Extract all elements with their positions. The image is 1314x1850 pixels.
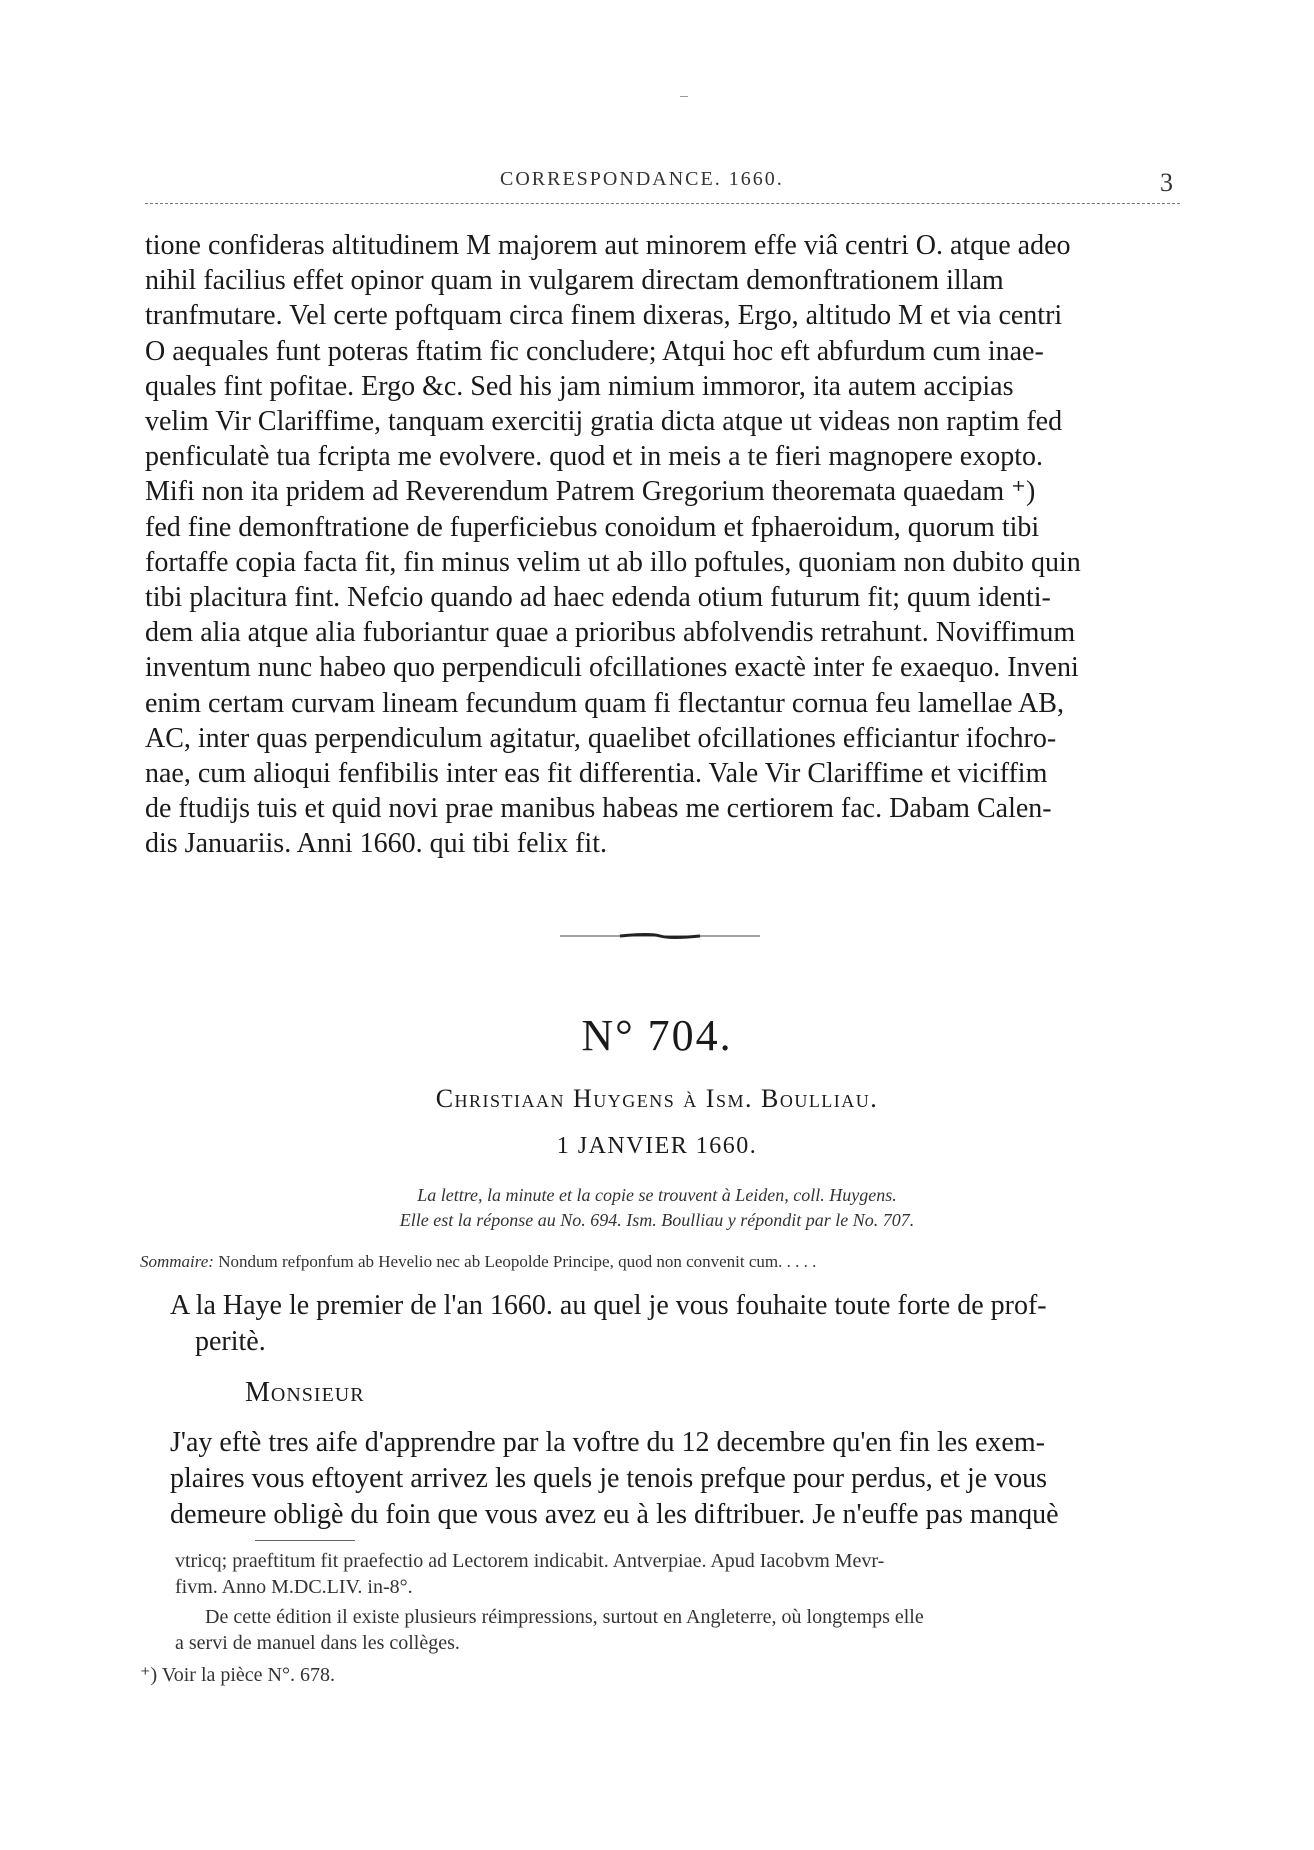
- body-line: velim Vir Clariffime, tanquam exercitij gratia dicta atque ut videas non raptim fed: [145, 406, 1063, 438]
- letter-line: demeure obligè du foin que vous avez eu à les diftribuer. Je n'euffe pas manquè: [170, 1499, 1059, 1530]
- footnote-line: De cette édition il existe plusieurs réimpressions, surtout en Angleterre, où longtemps elle: [205, 1606, 924, 1628]
- body-line: fed fine demonftratione de fuperficiebus conoidum et fphaeroidum, quorum tibi: [145, 511, 1040, 543]
- body-line: enim certam curvam lineam fecundum quam fi flectantur cornua feu lamellae AB,: [145, 687, 1064, 719]
- letter-line: plaires vous eftoyent arrivez les quels je tenois prefque pour perdus, et je vous: [170, 1463, 1048, 1494]
- body-line: nihil facilius effet opinor quam in vulgarem directam demonftrationem illam: [145, 265, 1004, 297]
- body-line: fortaffe copia facta fit, fin minus velim ut ab illo poftules, quoniam non dubito quin: [145, 546, 1081, 578]
- running-head-title: CORRESPONDANCE. 1660.: [500, 168, 784, 190]
- sommaire: [140, 1252, 1180, 1272]
- body-line: tranfmutare. Vel certe poftquam circa finem dixeras, Ergo, altitudo M et via centri: [145, 300, 1063, 332]
- body-line: inventum nunc habeo quo perpendiculi ofcillationes exactè inter fe exaequo. Inveni: [145, 652, 1079, 684]
- page-number: 3: [1160, 168, 1173, 197]
- body-line: Mifi non ita pridem ad Reverendum Patrem Gregorium theoremata quaedam ⁺): [145, 476, 1036, 508]
- body-line: O aequales funt poteras ftatim fic concludere; Atqui hoc eft abfurdum cum inae-: [145, 335, 1044, 367]
- body-line: de ftudijs tuis et quid novi prae manibus habeas me certiorem fac. Dabam Calen-: [145, 793, 1052, 825]
- body-line: AC, inter quas perpendiculum agitatur, quaelibet ofcillationes efficiantur ifochro-: [145, 722, 1057, 754]
- opening-line: peritè.: [195, 1326, 266, 1357]
- body-line: tibi placitura fint. Nefcio quando ad haec edenda otium futurum fit; quum identi-: [145, 582, 1051, 614]
- letter-opening: [170, 1288, 1180, 1360]
- footnotes: [140, 1548, 1170, 1688]
- letter-line: J'ay eftè tres aife d'apprendre par la voftre du 12 decembre qu'en fin les exem-: [170, 1427, 1045, 1458]
- source-note-2: Elle est la réponse au No. 694. Ism. Boulliau y répondit par le No. 707.: [399, 1210, 915, 1230]
- body-line: dem alia atque alia fuboriantur quae a prioribus abfolvendis retrahunt. Noviffimum: [145, 617, 1076, 649]
- salutation: Monsieur: [245, 1377, 365, 1408]
- body-line: dis Januariis. Anni 1660. qui tibi felix fit.: [145, 828, 607, 860]
- footnote-rule: [255, 1540, 355, 1541]
- top-mark: [680, 96, 688, 97]
- sommaire-label: Sommaire:: [140, 1252, 214, 1271]
- source-note-1: La lettre, la minute et la copie se trouvent à Leiden, coll. Huygens.: [417, 1185, 897, 1205]
- latin-letter-continuation: [145, 228, 1180, 862]
- header-rule: [145, 203, 1180, 204]
- letter-number: N° 704.: [581, 1011, 733, 1060]
- footnote-line: fivm. Anno M.DC.LIV. in-8°.: [175, 1576, 413, 1598]
- body-line: quales fint pofitae. Ergo &c. Sed his jam nimium immoror, ita autem accipias: [145, 370, 1014, 402]
- section-ornament: [560, 930, 760, 942]
- letter-body: [170, 1425, 1180, 1533]
- footnote-line: a servi de manuel dans les collèges.: [175, 1632, 460, 1654]
- letter-date: 1 JANVIER 1660.: [556, 1133, 758, 1159]
- body-line: nae, cum alioqui fenfibilis inter eas fit differentia. Vale Vir Clariffime et viciffim: [145, 758, 1048, 790]
- footnote-line: vtricq; praeftitum fit praefectio ad Lectorem indicabit. Antverpiae. Apud Iacobvm Mevr-: [175, 1550, 885, 1572]
- body-line: tione confideras altitudinem M majorem aut minorem effe viâ centri O. atque adeo: [145, 230, 1071, 261]
- footnote-plus: ⁺) Voir la pièce N°. 678.: [140, 1664, 335, 1686]
- correspondents-title: Christiaan Huygens à Ism. Boulliau.: [435, 1084, 879, 1113]
- sommaire-text: Nondum refponfum ab Hevelio nec ab Leopolde Principe, quod non convenit cum. . . . .: [218, 1252, 817, 1271]
- opening-line: A la Haye le premier de l'an 1660. au quel je vous fouhaite toute forte de prof-: [170, 1290, 1047, 1321]
- body-line: penficulatè tua fcripta me evolvere. quod et in meis a te fieri magnopere exopto.: [145, 441, 1043, 473]
